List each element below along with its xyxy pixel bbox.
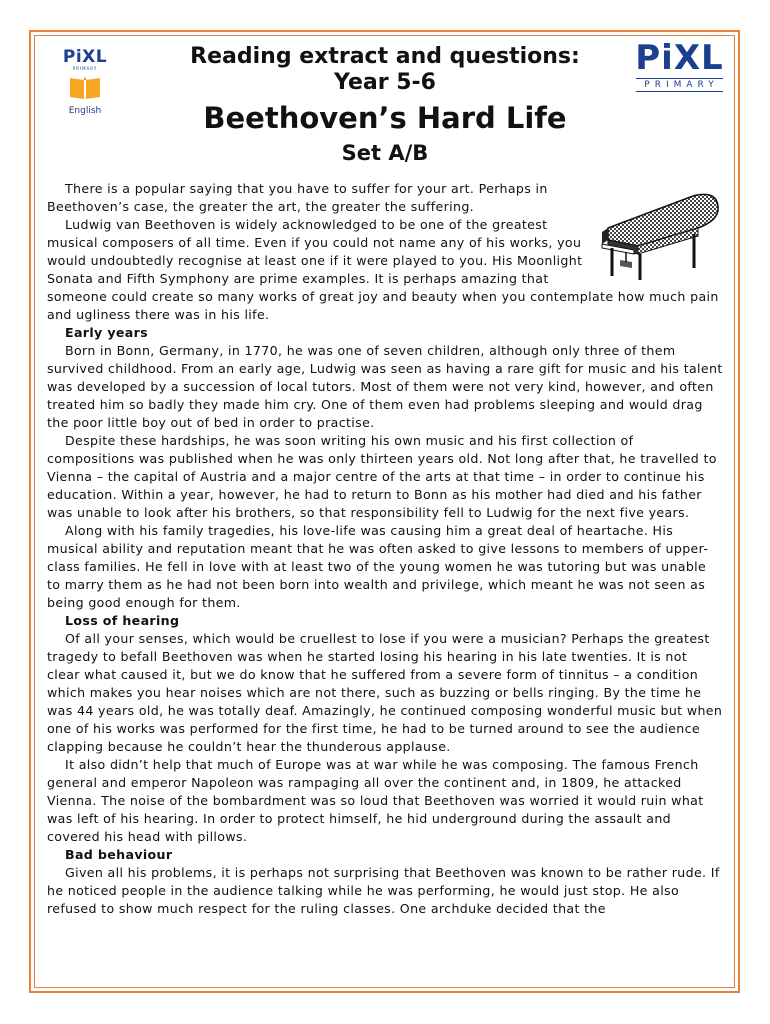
- logo-brand: PiXL: [635, 38, 724, 78]
- paragraph: Despite these hardships, he was soon writing his own music and his first collection of compositions was published when he was only thirteen years old. Not long after that, he travelled to Vienna – the capital of Austria and a major centre of the arts at that time – in order to continue his education. Within a year, however, he had to return to Bonn as his mother had died and his father was unable to look after his brothers, so that responsibility fell to Ludwig for the next five years.: [47, 433, 717, 520]
- pixl-english-logo: [55, 48, 115, 124]
- section-heading-bad-behaviour: Bad behaviour: [65, 847, 173, 862]
- paragraph: Born in Bonn, Germany, in 1770, he was one of seven children, although only three of them survived childhood. From an early age, Ludwig was seen as having a rare gift for music and his talent was developed by a succession of local tutors. Most of them were not very kind, however, and often treated him so badly they made him cry. One of them even had problems sleeping and would drag the poor little boy out of bed in order to practise.: [47, 343, 723, 430]
- header-line-1: Reading extract and questions:: [190, 44, 580, 69]
- page-title: Beethoven’s Hard Life: [203, 101, 567, 135]
- logo-subject: English: [68, 106, 102, 116]
- pixl-primary-logo: [632, 40, 727, 100]
- header: [120, 44, 650, 166]
- reading-extract: [47, 180, 723, 918]
- paragraph: Ludwig van Beethoven is widely acknowledged to be one of the greatest musical composers of all time. Even if you could not name any of his works, you would undoubtedly recognise at least one if it were played to you. His Moonlight Sonata and Fifth Symphony are prime examples. It is perhaps amazing that someone could create so many works of great joy and beauty when you contemplate how much pain and ugliness there was in his life.: [47, 217, 719, 322]
- paragraph: There is a popular saying that you have to suffer for your art. Perhaps in Beethoven’s case, the greater the art, the greater the suffering.: [47, 181, 548, 214]
- grand-piano-icon: [598, 188, 723, 283]
- paragraph: Of all your senses, which would be cruellest to lose if you were a musician? Perhaps the greatest tragedy to befall Beethoven was when he started losing his hearing in his late twenties. It is not clear what caused it, but we do know that he suffered from a severe form of tinnitus – a condition which makes you hear noises which are not there, such as buzzing or bells ringing. By the time he was 44 years old, he was totally deaf. Amazingly, he continued composing wonderful music but when one of his works was performed for the first time, he had to be turned around to see the audience clapping because he couldn’t hear the thunderous applause.: [47, 631, 723, 754]
- header-year: Year 5-6: [334, 70, 436, 95]
- paragraph: It also didn’t help that much of Europe was at war while he was composing. The famous French general and emperor Napoleon was rampaging all over the continent and, in 1809, he attacked Vienna. The noise of the bombardment was so loud that Beethoven was worried it would ruin what was left of his hearing. In order to protect himself, he hid underground during the assault and covered his head with pillows.: [47, 757, 704, 844]
- paragraph: Given all his problems, it is perhaps not surprising that Beethoven was known to be rather rude. If he noticed people in the audience talking while he was performing, he would just stop. He also refused to show much respect for the ruling classes. One archduke decided that the: [47, 865, 720, 916]
- logo-tagline: PRIMARY: [636, 78, 723, 92]
- set-label: Set A/B: [341, 141, 429, 165]
- section-heading-early-years: Early years: [65, 325, 149, 340]
- logo-brand: PiXL: [62, 47, 108, 67]
- section-heading-loss-of-hearing: Loss of hearing: [65, 613, 180, 628]
- paragraph: Along with his family tragedies, his love-life was causing him a great deal of heartache. His musical ability and reputation meant that he was often asked to give lessons to members of upper-class families. He fell in love with at least two of the young women he was tutoring but was unable to marry them as he had not been born into wealth and privilege, which meant he was not seen as being good enough for them.: [47, 523, 709, 610]
- logo-tagline: PRIMARY: [72, 66, 98, 71]
- book-icon: [68, 74, 102, 100]
